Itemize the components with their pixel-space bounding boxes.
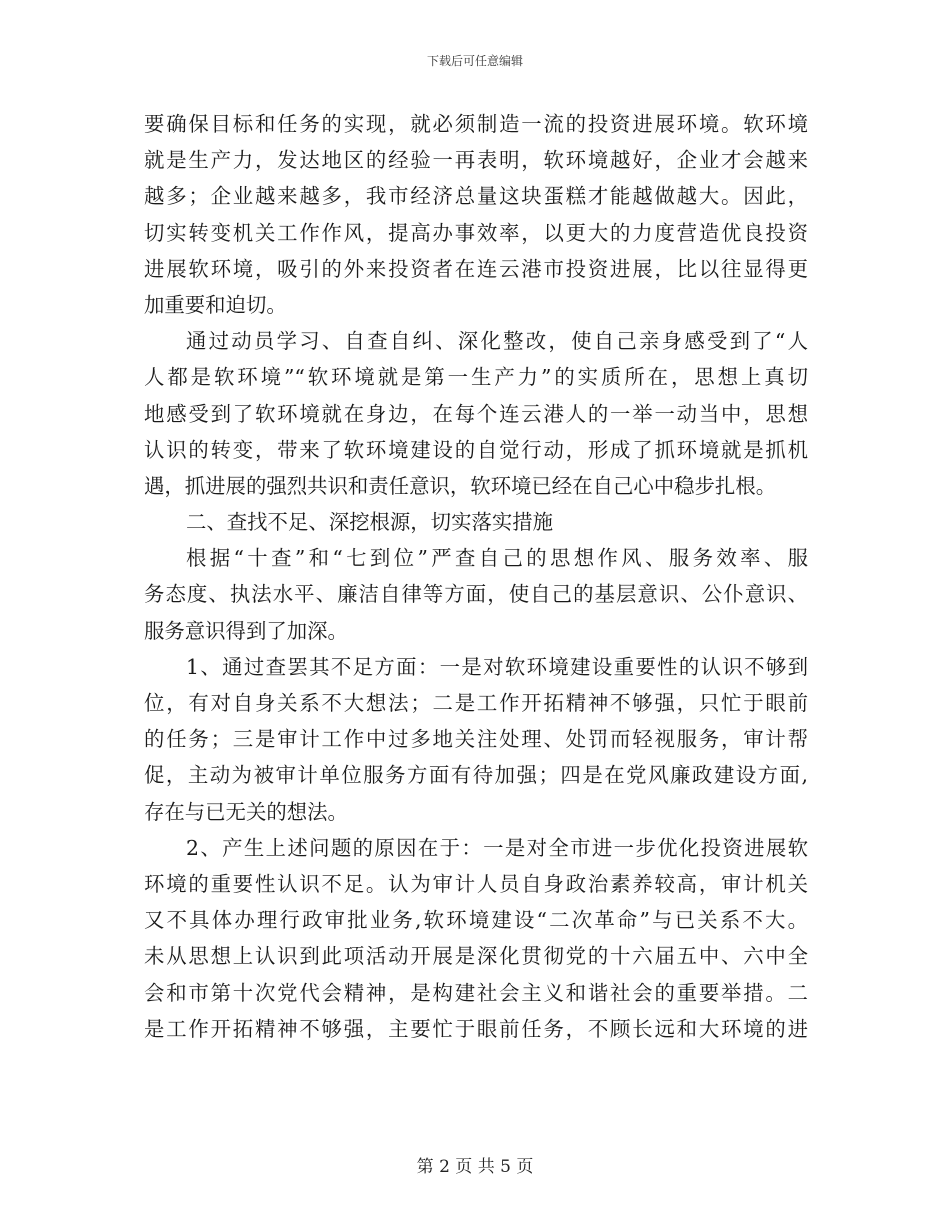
text-line: 人都是软环境”“软环境就是第一生产力”的实质所在，思想上真切 <box>144 365 808 390</box>
text-line: 位，有对自身关系不大想法；二是工作开拓精神不够强，只忙于眼前 <box>144 691 808 715</box>
paragraph <box>144 540 808 649</box>
document-body <box>144 106 808 1047</box>
text-line: 是工作开拓精神不够强，主要忙于眼前任务，不顾长远和大环境的进 <box>144 1016 808 1041</box>
page-footer: 第 2 页 共 5 页 <box>416 1157 534 1177</box>
text-line: 通过动员学习、自查自纠、深化整改，使自己亲身感受到了“人 <box>186 329 808 354</box>
paragraph <box>144 106 808 323</box>
text-line: 未从思想上认识到此项活动开展是深化贯彻党的十六届五中、六中全 <box>144 944 808 969</box>
text-line: 环境的重要性认识不足。认为审计人员自身政治素养较高，审计机关 <box>144 871 808 896</box>
text-line: 越多；企业越来越多，我市经济总量这块蛋糕才能越做越大。因此， <box>144 184 808 209</box>
text-line: 遇，抓进展的强烈共识和责任意识，软环境已经在自己心中稳步扎根。 <box>144 473 777 498</box>
text-line: 二、查找不足、深挖根源，切实落实措施 <box>186 510 554 535</box>
text-line: 进展软环境，吸引的外来投资者在连云港市投资进展，比以往显得更 <box>144 256 808 281</box>
text-line: 又不具体办理行政审批业务,软环境建设“二次革命”与已关系不大。 <box>144 908 808 933</box>
text-line: 认识的转变，带来了软环境建设的自觉行动，形成了抓环境就是抓机 <box>144 437 808 462</box>
text-line: 加重要和迫切。 <box>144 292 287 317</box>
text-line: 1、通过查罢其不足方面：一是对软环境建设重要性的认识不够到 <box>186 654 808 679</box>
text-line: 根据“十查”和“七到位”严查自己的思想作风、服务效率、服 <box>186 546 808 571</box>
paragraph <box>144 649 808 830</box>
text-line: 务态度、执法水平、廉洁自律等方面，使自己的基层意识、公仆意识、 <box>144 582 808 607</box>
text-line: 的任务；三是审计工作中过多地关注处理、处罚而轻视服务，审计帮 <box>144 727 808 752</box>
paragraph <box>144 323 808 504</box>
page-header: 下载后可任意编辑 <box>426 54 523 68</box>
text-line: 2、产生上述问题的原因在于：一是对全市进一步优化投资进展软 <box>186 835 808 860</box>
text-line: 服务意识得到了加深。 <box>144 618 348 643</box>
text-line: 地感受到了软环境就在身边，在每个连云港人的一举一动当中，思想 <box>144 401 808 426</box>
text-line: 促，主动为被审计单位服务方面有待加强；四是在党风廉政建设方面, <box>144 763 808 788</box>
text-line: 存在与已无关的想法。 <box>144 799 348 824</box>
paragraph <box>144 504 808 540</box>
text-line: 就是生产力，发达地区的经验一再表明，软环境越好，企业才会越来 <box>144 148 808 173</box>
text-line: 切实转变机关工作作风，提高办事效率，以更大的力度营造优良投资 <box>144 220 808 245</box>
paragraph <box>144 830 808 1047</box>
text-line: 会和市第十次党代会精神，是构建社会主义和谐社会的重要举措。二 <box>144 980 808 1005</box>
text-line: 要确保目标和任务的实现，就必须制造一流的投资进展环境。软环境 <box>144 112 808 136</box>
